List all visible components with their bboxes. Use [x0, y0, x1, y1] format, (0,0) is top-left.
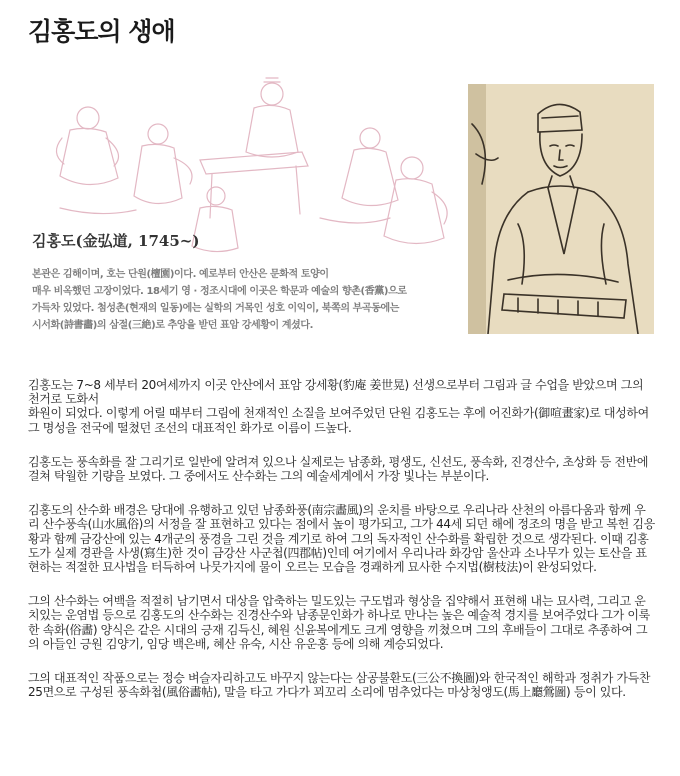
self-portrait-image [468, 84, 654, 334]
paragraph: 김홍도는 7~8 세부터 20여세까지 이곳 안산에서 표암 강세황(豹庵 姜世晃) 선생으로부터 그림과 글 수업을 받았으며 그의 천거로 도화서 화원이 되었다. 이렇게 어릴 때부터 그림에 천재적인 소질을 보여주었던 단원 김홍도는 후에 어진화가(御喧畫家)로 대성하여 그 명성을 전국에 떨쳤던 조선의 대표적인 화가로 이름이 드높다. [28, 378, 649, 435]
name-heading: 김홍도(金弘道, 1745~) [32, 232, 200, 250]
paragraph: 그의 대표적인 작품으로는 정승 벼슬자리하고도 바꾸지 않는다는 삼공불환도(三公不換圖)와 한국적인 해학과 정취가 가득찬 25면으로 구성된 풍속화첩(風俗畵帖), 말을 타고 가다가 꾀꼬리 소리에 멈추었다는 마상청앵도(馬上廳鶯圖) 등이 있다. [28, 671, 651, 700]
portrait-drawing [468, 84, 654, 334]
paragraph: 그의 산수화는 여백을 적절히 남기면서 대상을 압축하는 밀도있는 구도법과 형상을 집약해서 표현해 내는 묘사력, 그리고 운치있는 운염법 등으로 김홍도의 산수화는 진경산수와 남종문인화가 하나로 만나는 높은 예술적 경지를 보여주었다 그가 이룩한 속화(俗畵) 양식은 같은 시대의 긍재 김득신, 혜원 신윤복에게도 크게 영향을 끼쳤으며 그의 후배들이 그대로 추종하여 그의 아들인 긍원 김양기, 임당 백은배, 혜산 유숙, 시산 유운홍 등에 의해 계승되었다. [28, 594, 650, 651]
paragraph: 김홍도는 풍속화를 잘 그리기로 일반에 알려져 있으나 실제로는 남종화, 평생도, 신선도, 풍속화, 진경산수, 초상화 등 전반에 걸쳐 탁월한 기량을 보였다. 그 중에서도 산수화는 그의 예술세계에서 가장 빛나는 부분이다. [28, 454, 649, 484]
article-body [28, 378, 656, 719]
intro-line: 본관은 김해이며, 호는 단원(檀園)이다. 예로부터 안산은 문화적 토양이 [32, 269, 329, 280]
intro-line: 가득차 있었다. 첨성촌(현재의 일동)에는 실학의 거목인 성호 이익이, 북쪽의 부곡동에는 [32, 303, 399, 314]
intro-line: 매우 비옥했던 고장이었다. 18세기 영 · 정조시대에 이곳은 학문과 예술의 향촌(香黨)으로 [32, 286, 407, 297]
paragraph: 김홍도의 산수화 배경은 당대에 유행하고 있던 남종화풍(南宗畵風)의 운치를 바탕으로 우리나라 산천의 아름다움과 함께 우리 산수풍속(山水風俗)의 서정을 잘 표현하고 있다는 점에서 높이 평가되고, 그가 44세 되던 해에 정조의 명을 받고 복헌 김응황과 함께 금강산에 있는 4개군의 풍경을 그린 것을 계기로 하여 그의 독자적인 산수화를 확립한 것으로 생각된다. 이때 김홍도가 실제 경관을 사생(寫生)한 것이 금강산 사군첩(四郡帖)인데 여기에서 우리나라 화강암 울산과 소나무가 있는 토산을 표현하는 적절한 묘사법을 터득하여 나뭇가지에 물이 오르는 모습을 경쾌하게 묘사한 수지법(樹枝法)이 완성되었다. [28, 503, 655, 575]
header-block [28, 62, 468, 352]
intro-line: 시서화(詩書畵)의 삼절(三絶)로 추앙을 받던 표암 강세황이 계셨다. [32, 320, 314, 331]
intro-text [32, 266, 462, 334]
page-title: 김홍도의 생애 [28, 17, 175, 46]
